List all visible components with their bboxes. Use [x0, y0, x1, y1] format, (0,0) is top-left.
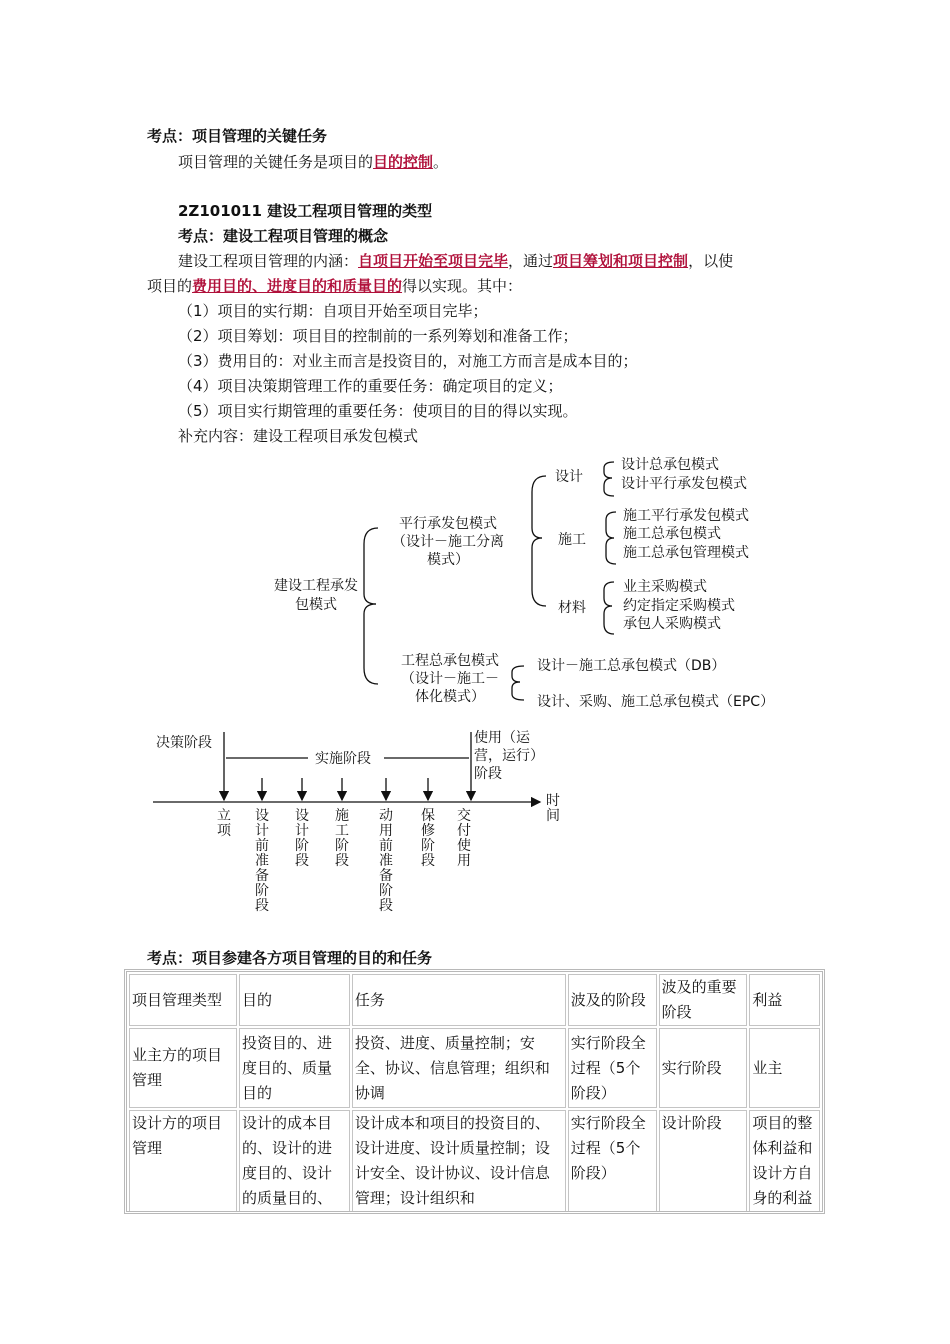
section3-title: 考点：项目参建各方项目管理的目的和任务 [147, 949, 433, 967]
stage-label-project-approval: 立项 [217, 808, 231, 839]
stage-label-construction: 施工阶段 [335, 808, 349, 869]
stage-label-handover: 交付使用 [457, 808, 471, 869]
table-cell: 业主方的项目管理 [129, 1028, 237, 1108]
table-row [129, 1110, 820, 1212]
table-cell: 设计成本和项目的投资目的、设计进度、设计质量控制；设计安全、设计协议、设计信息管理；设计组织和 [352, 1110, 566, 1212]
tree-root-line1: 建设工程承发 [274, 578, 358, 594]
stage-label-design: 设计阶段 [295, 808, 309, 869]
management-table [124, 969, 825, 1214]
tree-parallel-line1: 平行承发包模式 [399, 516, 497, 532]
brace-parallel-upper [532, 476, 546, 538]
tree-design-item-2: 设计平行承发包模式 [621, 476, 747, 492]
table-cell: 项目的整体利益和设计方自身的利益 [749, 1110, 820, 1212]
list-item-5: （5）项目实行期管理的重要任务：使项目的目的得以实现。 [178, 402, 578, 420]
table-header-cell: 任务 [352, 974, 566, 1026]
section2-subtitle: 考点：建设工程项目管理的概念 [178, 227, 389, 245]
tree-general-line3: 体化模式） [415, 689, 485, 705]
use-phase-line2: 营，运行） [474, 748, 544, 764]
tree-epc: 设计、采购、施工总承包模式（EPC） [537, 694, 775, 710]
table-cell: 设计的成本目的、设计的进度目的、设计的质量目的、 [239, 1110, 350, 1212]
brace-design-lower [604, 478, 614, 496]
p1-text-c: ，以使 [688, 252, 734, 270]
section2-paragraph-line2 [147, 276, 522, 296]
table-row [129, 1028, 820, 1108]
brace-design-upper [604, 462, 614, 478]
use-phase-line1: 使用（运 [474, 730, 530, 746]
p2-text-a: 项目的 [147, 277, 193, 295]
tree-root-line2: 包模式 [295, 597, 337, 613]
brace-construction-lower [606, 538, 616, 564]
p1-highlight-1: 自项目开始至项目完毕 [358, 252, 509, 270]
time-label-2: 间 [546, 808, 560, 824]
project-timeline [148, 728, 578, 928]
stage-labels [217, 807, 471, 914]
list-item-2: （2）项目筹划：项目目的控制前的一系列筹划和准备工作； [178, 327, 578, 345]
implementation-phase-label: 实施阶段 [315, 751, 371, 767]
tree-construction-item-2: 施工总承包模式 [623, 526, 721, 542]
p1-text-b: ，通过 [508, 252, 554, 270]
table-cell: 实行阶段全过程（5个阶段） [568, 1110, 657, 1212]
section2-paragraph-line1 [178, 251, 733, 271]
time-label-1: 时 [546, 793, 560, 809]
table-cell: 投资目的、进度目的、质量目的 [239, 1028, 350, 1108]
brace-construction-upper [606, 512, 616, 538]
section1-title: 考点：项目管理的关键任务 [147, 127, 328, 145]
table-header-cell: 波及的阶段 [568, 974, 657, 1026]
tree-parallel-line2: （设计－施工分离 [392, 534, 504, 550]
p2-highlight: 费用目的、进度目的和质量目的 [192, 277, 403, 295]
brace-general-upper [512, 666, 524, 682]
tree-construction-label: 施工 [558, 532, 586, 548]
decision-phase-label: 决策阶段 [156, 735, 212, 751]
supplement-label: 补充内容：建设工程项目承发包模式 [178, 427, 419, 445]
list-item-3: （3）费用目的：对业主而言是投资目的，对施工方而言是成本目的； [178, 352, 638, 370]
p2-text-b: 得以实现。其中： [402, 277, 523, 295]
table-header-cell: 利益 [749, 974, 820, 1026]
table-header-cell: 目的 [239, 974, 350, 1026]
tree-design-label: 设计 [555, 469, 583, 485]
brace-root-lower [364, 604, 378, 684]
tree-material-item-1: 业主采购模式 [623, 579, 707, 595]
table-header-row [129, 974, 820, 1026]
tree-parallel-line3: 模式） [427, 552, 469, 568]
tree-construction-item-1: 施工平行承发包模式 [623, 508, 749, 524]
brace-parallel-lower [532, 538, 546, 606]
stage-label-use-prep: 动用前准备阶段 [379, 808, 393, 914]
tree-material-item-2: 约定指定采购模式 [623, 598, 735, 614]
list-item-4: （4）项目决策期管理工作的重要任务：确定项目的定义； [178, 377, 563, 395]
tree-material-label: 材料 [558, 600, 586, 616]
tree-design-item-1: 设计总承包模式 [621, 457, 719, 473]
section1-body [178, 152, 448, 172]
table-header-cell: 波及的重要阶段 [659, 974, 748, 1026]
p1-highlight-2: 项目筹划和项目控制 [553, 252, 689, 270]
table-cell: 实行阶段 [659, 1028, 748, 1108]
brace-material-lower [604, 606, 614, 634]
tree-material-item-3: 承包人采购模式 [623, 616, 721, 632]
tree-construction-item-3: 施工总承包管理模式 [623, 545, 749, 561]
table-cell: 投资、进度、质量控制；安全、协议、信息管理；组织和协调 [352, 1028, 566, 1108]
p1-text-a: 建设工程项目管理的内涵： [178, 252, 359, 270]
stage-label-warranty: 保修阶段 [421, 808, 435, 869]
use-phase-line3: 阶段 [474, 766, 502, 782]
section1-body-suffix: 。 [433, 153, 449, 171]
table-header-cell: 项目管理类型 [129, 974, 237, 1026]
tree-general-line1: 工程总承包模式 [401, 653, 499, 669]
table-cell: 业主 [749, 1028, 820, 1108]
list-item-1: （1）项目的实行期：自项目开始至项目完毕； [178, 302, 488, 320]
stage-label-design-prep: 设计前准备阶段 [255, 808, 269, 914]
brace-material-upper [604, 582, 614, 606]
contracting-mode-tree [250, 448, 810, 718]
section1-highlight: 目的控制 [373, 153, 434, 171]
table-cell: 实行阶段全过程（5个阶段） [568, 1028, 657, 1108]
tree-db: 设计－施工总承包模式（DB） [537, 658, 726, 674]
section1-body-prefix: 项目管理的关键任务是项目的 [178, 153, 374, 171]
table-cell: 设计方的项目管理 [129, 1110, 237, 1212]
brace-root-upper [364, 528, 378, 604]
brace-general-lower [512, 682, 524, 700]
section2-code-title: 2Z101011 建设工程项目管理的类型 [178, 202, 433, 220]
table-cell: 设计阶段 [659, 1110, 748, 1212]
tree-general-line2: （设计－施工－ [401, 671, 499, 687]
